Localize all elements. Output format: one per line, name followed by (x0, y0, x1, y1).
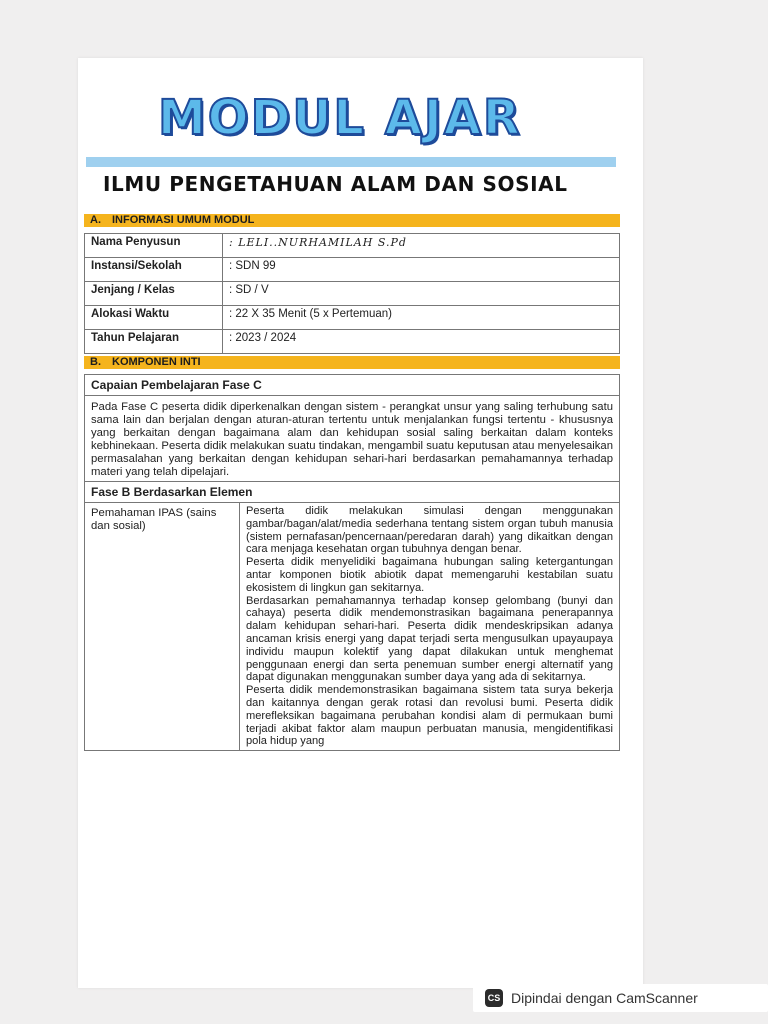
table-row (85, 375, 620, 396)
page-title: MODUL AJAR (158, 90, 522, 146)
section-a-header (84, 214, 620, 227)
info-row (85, 282, 620, 306)
capaian-heading: Capaian Pembelajaran Fase C (85, 375, 620, 396)
info-value: : 22 X 35 Menit (5 x Pertemuan) (223, 306, 620, 330)
info-label: Jenjang / Kelas (85, 282, 223, 306)
info-value: : 2023 / 2024 (223, 330, 620, 354)
info-value: : SDN 99 (223, 258, 620, 282)
title-divider (86, 157, 616, 167)
description-paragraph: Peserta didik mendemonstrasikan bagaimana sistem tata surya bekerja dan kaitannya dengan gerak rotasi dan revolusi bumi. Peserta didik merefleksikan bagaimana perubahan kondisi alam di permukaan bumi terjadi akibat faktor alam maupun perbuatan manusia, mengidentifikasi pola hidup yang (246, 684, 613, 748)
info-value: : SD / V (223, 282, 620, 306)
core-table (84, 374, 620, 751)
info-label: Alokasi Waktu (85, 306, 223, 330)
info-row (85, 234, 620, 258)
info-label: Instansi/Sekolah (85, 258, 223, 282)
info-row (85, 306, 620, 330)
element-description (240, 503, 620, 751)
info-table (84, 233, 620, 354)
info-value: : LELI..NURHAMILAH S.Pd (223, 234, 620, 258)
page-subtitle: ILMU PENGETAHUAN ALAM DAN SOSIAL (103, 172, 568, 196)
camscanner-watermark (473, 984, 768, 1012)
table-row (85, 482, 620, 503)
section-b-header (84, 356, 620, 369)
element-name: Pemahaman IPAS (sains dan sosial) (85, 503, 240, 751)
description-paragraph: Peserta didik menyelidiki bagaimana hubungan saling ketergantungan antar komponen biotik abiotik dapat memengaruhi kestabilan suatu ekosistem di lingkun gan sekitarnya. (246, 556, 613, 594)
description-paragraph: Berdasarkan pemahamannya terhadap konsep gelombang (bunyi dan cahaya) peserta didik mendemonstrasikan bagaimana penerapannya dalam kehidupan sehari-hari. Peserta didik mendeskripsikan adanya ancaman krisis energi yang dapat terjadi serta mengusulkan upayaupaya individu maupun kolektif yang dapat dilakukan untuk menghemat penggunaan energi dan serta penemuan sumber energi alternatif yang dapat digunakan menggunakan sumber daya yang ada di sekitarnya. (246, 594, 613, 684)
table-row (85, 396, 620, 482)
info-row (85, 330, 620, 354)
camscanner-logo-icon: CS (485, 989, 503, 1007)
camscanner-text: Dipindai dengan CamScanner (511, 990, 698, 1006)
section-b-letter: B. (90, 356, 101, 368)
info-label: Tahun Pelajaran (85, 330, 223, 354)
info-row (85, 258, 620, 282)
section-a-title: INFORMASI UMUM MODUL (112, 214, 255, 226)
info-label: Nama Penyusun (85, 234, 223, 258)
fase-b-heading: Fase B Berdasarkan Elemen (85, 482, 620, 503)
description-paragraph: Peserta didik melakukan simulasi dengan menggunakan gambar/bagan/alat/media sederhana tentang sistem organ tubuh manusia (sistem pernafasan/pencernaan/peredaran darah) yang dikaitkan dengan cara menjaga kesehatan organ tubuhnya dengan benar. (246, 505, 613, 556)
section-b-title: KOMPONEN INTI (112, 356, 201, 368)
section-a-letter: A. (90, 214, 101, 226)
table-row (85, 503, 620, 751)
capaian-text: Pada Fase C peserta didik diperkenalkan dengan sistem - perangkat unsur yang saling terhubung satu sama lain dan berjalan dengan aturan-aturan tertentu untuk menjalankan fungsi tertentu - khususnya yang berkaitan dengan bagaimana alam dan kehidupan sosial saling berkaitan dalam konteks kebhinekaan. Peserta didik melakukan suatu tindakan, mengambil suatu keputusan atau menyelesaikan permasalahan yang berkaitan dengan kehidupan sehari-hari berdasarkan pemahamannya terhadap materi yang telah dipelajari. (85, 396, 620, 482)
